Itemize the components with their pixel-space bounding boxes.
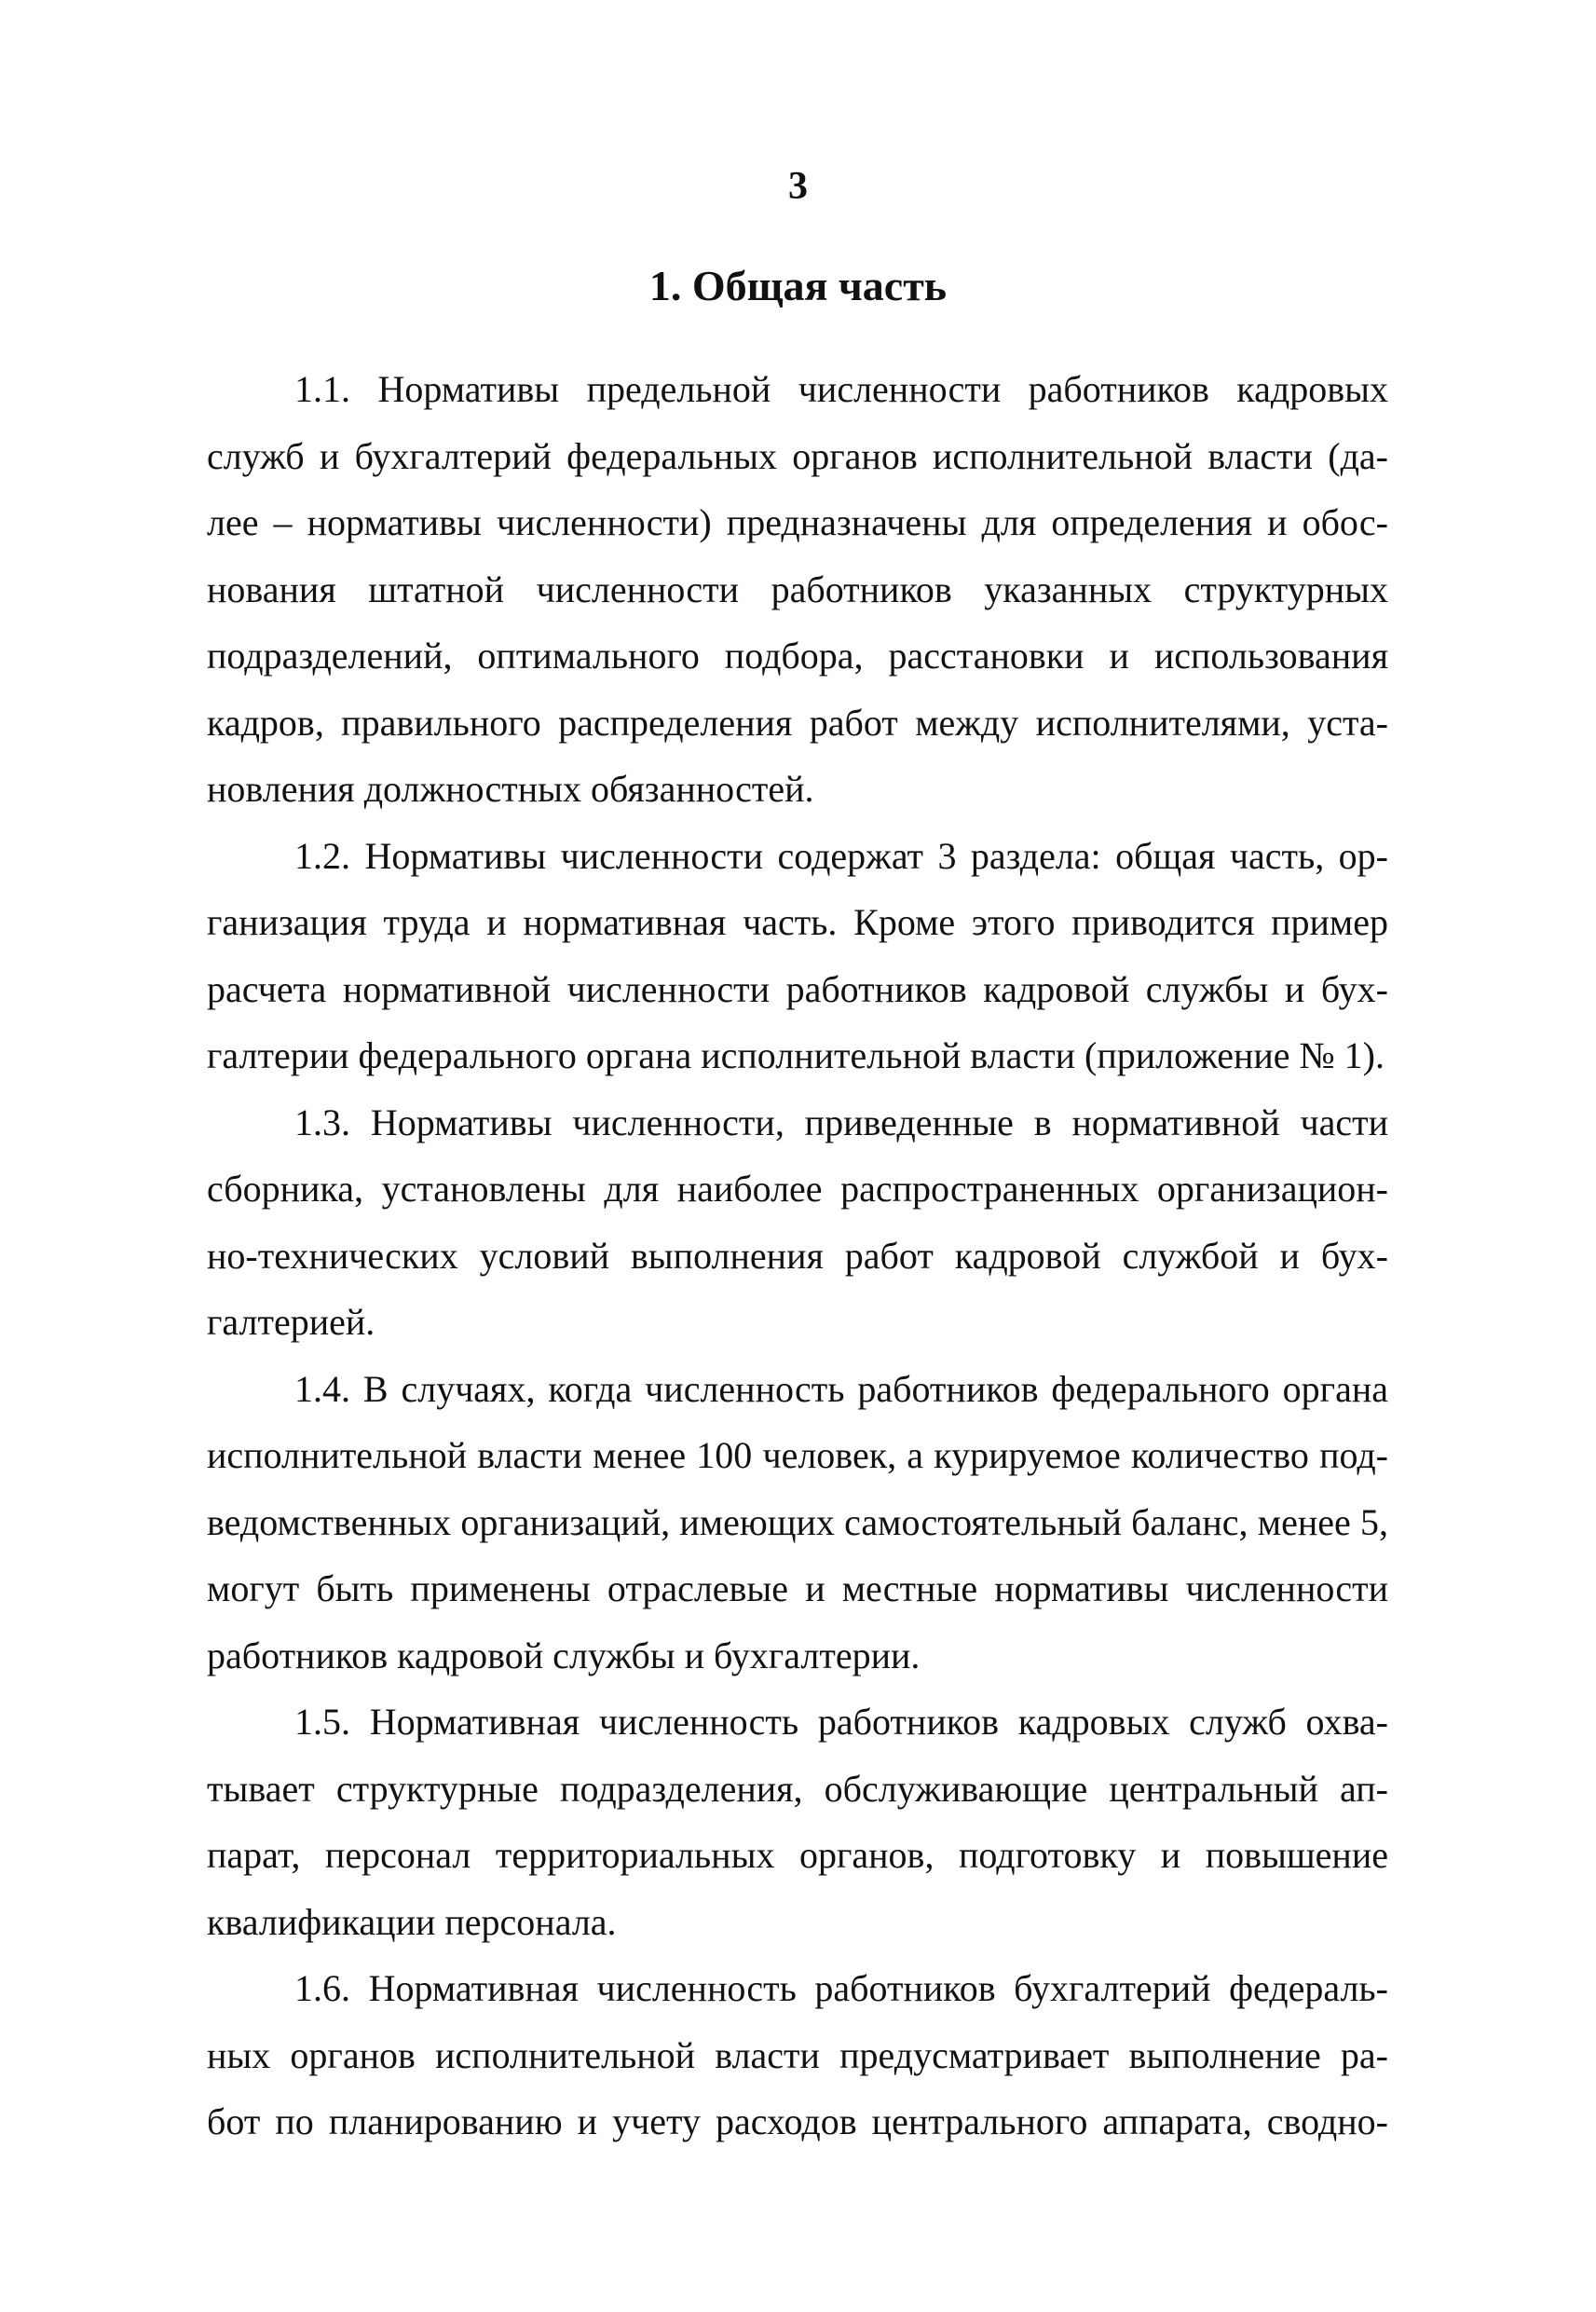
text-line: кадров, правильного распределения работ между исполнителями, уста- (207, 701, 1388, 744)
text-line: ганизация труда и нормативная часть. Кроме этого приводится пример (207, 901, 1388, 943)
body-text (207, 356, 1388, 2155)
text-line: 1.1. Нормативы предельной численности работников кадровых (294, 368, 1388, 410)
paragraph-1-6 (207, 1955, 1388, 2155)
text-line: 1.3. Нормативы численности, приведенные в нормативной части (294, 1101, 1388, 1143)
text-line: ведомственных организаций, имеющих самостоятельный баланс, менее 5, (207, 1500, 1388, 1543)
text-line: квалификации персонала. (207, 1900, 617, 1943)
text-line: работников кадровой службы и бухгалтерии. (207, 1634, 921, 1676)
text-line: бот по планированию и учету расходов центрального аппарата, сводно- (207, 2100, 1388, 2142)
section-title: 1. Общая часть (648, 262, 948, 309)
paragraph-1-2 (207, 823, 1388, 1089)
text-line: галтерии федерального органа исполнительной власти (приложение № 1). (207, 1034, 1385, 1076)
text-line: нования штатной численности работников указанных структурных (207, 568, 1388, 610)
text-line: тывает структурные подразделения, обслуживающие центральный ап- (207, 1767, 1388, 1810)
text-line: ных органов исполнительной власти предусматривает выполнение ра- (207, 2033, 1388, 2076)
text-line: 1.4. В случаях, когда численность работников федерального органа (294, 1367, 1388, 1410)
text-line: галтерией. (207, 1301, 375, 1343)
text-line: лее – нормативы численности) предназначены для определения и обос- (207, 501, 1388, 543)
text-line: подразделений, оптимального подбора, расстановки и использования (207, 635, 1388, 677)
paragraph-1-1 (207, 356, 1388, 823)
text-line: 1.6. Нормативная численность работников бухгалтерий федераль- (294, 1967, 1388, 2009)
paragraph-1-3 (207, 1089, 1388, 1356)
paragraph-1-4 (207, 1356, 1388, 1690)
text-line: но-технических условий выполнения работ кадровой службой и бух- (207, 1234, 1388, 1277)
text-line: новления должностных обязанностей. (207, 768, 814, 810)
text-line: служб и бухгалтерий федеральных органов исполнительной власти (да- (207, 434, 1388, 477)
text-line: расчета нормативной численности работников кадровой службы и бух- (207, 967, 1388, 1010)
text-line: 1.5. Нормативная численность работников кадровых служб охва- (294, 1701, 1388, 1743)
text-line: могут быть применены отраслевые и местные нормативы численности (207, 1567, 1388, 1609)
text-line: парат, персонал территориальных органов, подготовку и повышение (207, 1834, 1388, 1876)
text-line: исполнительной власти менее 100 человек, а курируемое количество под- (207, 1434, 1388, 1476)
text-line: 1.2. Нормативы численности содержат 3 раздела: общая часть, ор- (294, 834, 1388, 877)
text-line: сборника, установлены для наиболее распространенных организацион- (207, 1168, 1388, 1210)
page-number: 3 (788, 165, 808, 208)
paragraph-1-5 (207, 1689, 1388, 1955)
